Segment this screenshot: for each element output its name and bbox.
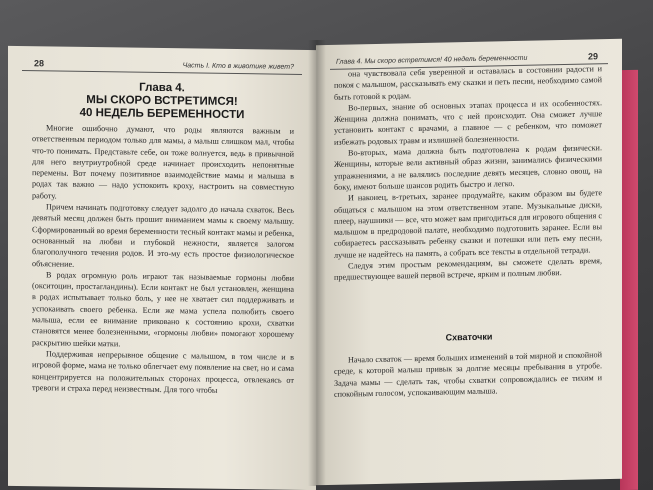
section-title: Схваточки xyxy=(445,331,493,343)
paragraph: Многие ошибочно думают, что роды являются важным и ответственным периодом только для мамы, а малыш слишком мал, чтобы что-то понимать. Представьте себе, он тоже волнуется, ведь в привычной для него внутриутробной среде начинает происходить непонятные перемены. Вот почему позитивное взаимодействие мамы и малыша в родах так важно — надо успокоить кроху, настроить на совместную работу. xyxy=(32,123,294,201)
paragraph: она чувствовала себя уверенной и оставалась в состоянии радости и покоя с малышом, рассказывать ему сказки и петь песни, необходимо самой быть готовой к родам. xyxy=(334,64,602,102)
paragraph: В родах огромную роль играют так называемые гормоны любви (окситоцин, простагландины). Если контакт не был установлен, женщина в родах испытывает только боль, у нее не хватает сил поддерживать и успокаивать своего ребенка. Если же мама успела полюбить своего малыша, если ее внимание приковано к состоянию крохи, схватки становятся менее болезненными, «гормоны любви» помогают хорошему раскрытию шейки матки. xyxy=(32,270,294,349)
left-page-header xyxy=(22,58,302,75)
left-page xyxy=(8,46,316,490)
left-body-text xyxy=(32,122,294,397)
left-page-number: 28 xyxy=(34,58,45,69)
left-running-head: Часть I. Кто в животике живет? xyxy=(182,62,294,71)
paragraph: Во-вторых, мама должна быть подготовлена к родам физически. Женщины, которые вели активный образ жизни, занимались физическими упражнениями, а не валялись последние девять месяцев, словно овощ, на боку, имеют больше шансов родить быстро и легко. xyxy=(334,143,602,192)
right-section-text xyxy=(334,349,602,400)
book-gutter-shadow xyxy=(308,40,326,486)
right-page-number: 29 xyxy=(587,51,598,62)
paragraph: Причем начинать подготовку следует задолго до начала схваток. Весь девятый месяц должен быть прошит вниманием мамы к своему малышу. Сформированный во время беременности тесный контакт мамы и ребенка, основанный на любви и глубокой нежности, является залогом благополучного течения родов. И это-му есть простое физиологическое объяснение. xyxy=(32,202,294,269)
chapter-subtitle-1: МЫ СКОРО ВСТРЕТИМСЯ! xyxy=(86,93,238,109)
paragraph: Следуя этим простым рекомендациям, вы сможете сделать время, предшествующее вашей первой встрече, ярким и полным любви. xyxy=(334,256,602,283)
paragraph: Поддерживая непрерывное общение с малышом, в том числе и в игровой форме, мама не только облегчает ему появление на свет, но и сама концентрируется на положительных сторонах процесса, отвлекаясь от тревоги и страха перед неизвестным. Для того чтобы xyxy=(32,349,294,395)
book-cover-edge xyxy=(620,70,638,490)
open-book xyxy=(8,40,638,486)
chapter-heading xyxy=(28,80,296,123)
right-body-text xyxy=(334,63,602,283)
paragraph: И наконец, в-третьих, заранее продумайте, каким образом вы будете общаться с малышом на этом ответственном этапе. Музыкальные диски, плеер, наушники — все, что может вам пригодиться для игрового общения с малышом в предродовой палате, необходимо подготовить заранее. Если вы собираетесь рассказывать ребенку сказки и потешки или петь ему песни, лучше не надейтесь на память, а собрать все тексты в отдельной тетради. xyxy=(334,188,602,260)
right-page xyxy=(316,39,622,485)
chapter-subtitle-2: 40 НЕДЕЛЬ БЕРЕМЕННОСТИ xyxy=(79,106,245,122)
paragraph: Во-первых, знание об основных этапах процесса и их особенностях. Женщина должна понимать, что с ней происходит. Она сможет лучше установить контакт с врачами, а главное — с ребенком, что поможет избежать родовых травм и излишней болезненности. xyxy=(334,98,602,147)
paragraph: Начало схваток — время больших изменений в той мирной и спокойной среде, к которой малыш привык за долгие месяцы пребывания в утробе. Задача мамы — сделать так, чтобы схватки сопровождались ее тихим и спокойным голосом, успокаивающим малыша. xyxy=(334,350,602,399)
right-running-head: Глава 4. Мы скоро встретимся! 40 недель беременности xyxy=(336,54,528,66)
chapter-title: Глава 4. xyxy=(139,81,185,95)
